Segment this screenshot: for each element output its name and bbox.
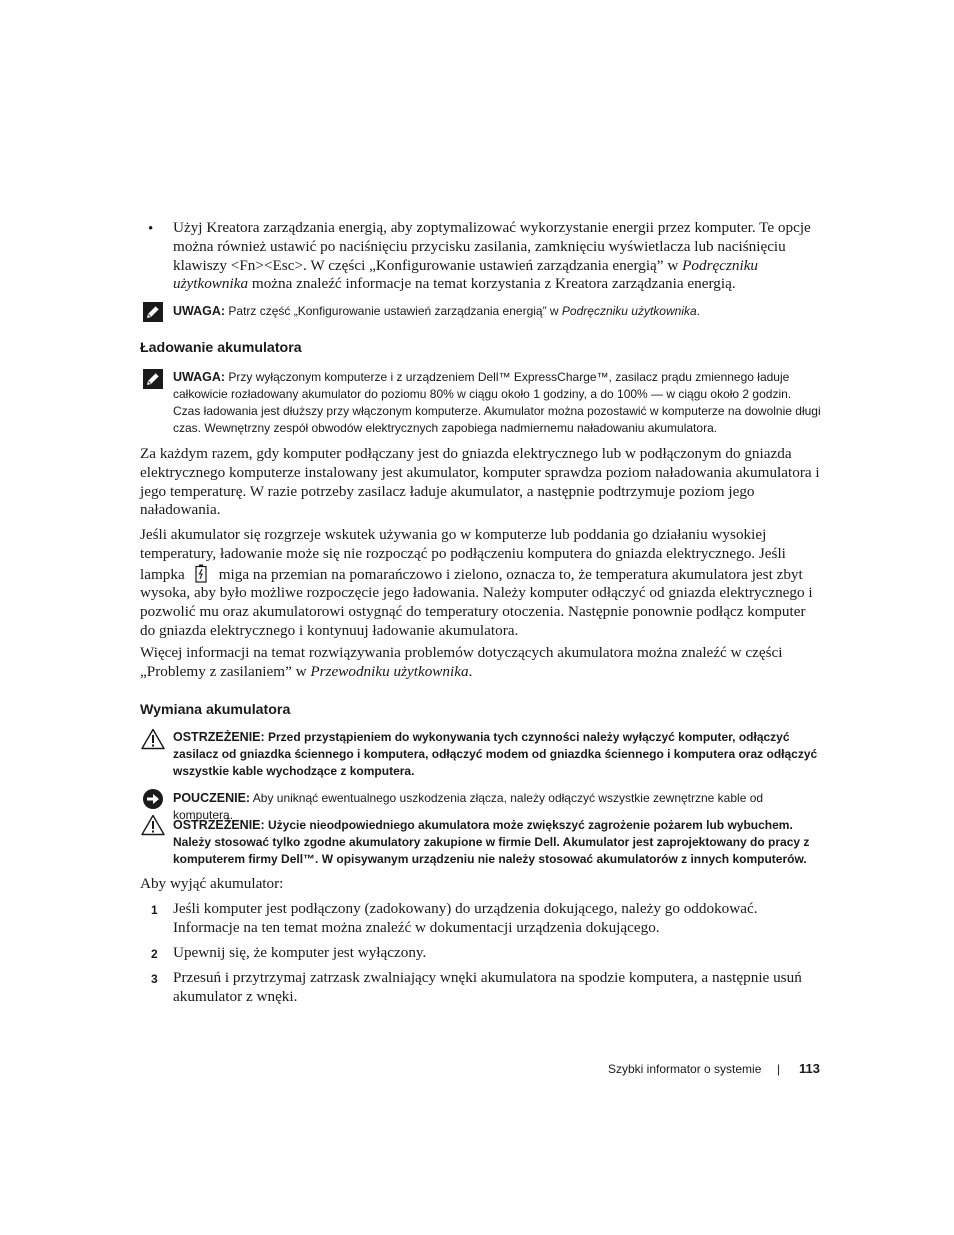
bullet-paragraph: Użyj Kreatora zarządzania energią, aby zoptymalizować wykorzystanie energii przez komputer. Te opcje można również ustawić po naciśnięciu przycisku zasilania, zamknięciu wyświetlacza lub naciśnięciu klawiszy <Fn><Esc>. W części „Konfigurowanie ustawień zarządzania energią” w Podręczniku użytkownika można znaleźć informacje na temat korzystania z Kreatora zarządzania energią. (173, 219, 811, 293)
intro-text: Aby wyjąć akumulator: (140, 875, 284, 892)
page-number: 113 (799, 1061, 820, 1076)
note-1: UWAGA: Patrz część „Konfigurowanie ustawień zarządzania energią” w Podręczniku użytkownika. (173, 304, 700, 318)
step-number: 1 (151, 903, 158, 917)
footer-separator: | (777, 1062, 781, 1076)
section-heading-replacing: Wymiana akumulatora (140, 702, 291, 718)
note-pencil-icon (143, 369, 163, 389)
battery-status-icon (195, 564, 207, 583)
note-charging: UWAGA: Przy wyłączonym komputerze i z urządzeniem Dell™ ExpressCharge™, zasilacz prądu zmiennego ładuje całkowicie rozładowany akumulator do poziomu 80% w ciągu około 1 godziny, a do 100% — w ciągu około 2 godzin. Czas ładowania jest dłuższy przy włączonym komputerze. Akumulator można pozostawić w komputerze na dowolnie długi czas. Wewnętrzny zespół obwodów elektrycznych zapobiega nadmiernemu naładowaniu akumulatora. (173, 370, 821, 435)
notice: POUCZENIE: Aby uniknąć ewentualnego uszkodzenia złącza, należy odłączyć wszystkie zewnętrzne kable od komputera. (173, 791, 764, 822)
paragraph-charging-3: Więcej informacji na temat rozwiązywania problemów dotyczących akumulatora można znaleźć w części „Problemy z zasilaniem” w Przewodniku użytkownika. (140, 644, 783, 680)
warning-2: OSTRZEŻENIE: Użycie nieodpowiedniego akumulatora może zwiększyć zagrożenie pożarem lub wybuchem. Należy stosować tylko zgodne akumulatory zakupione w firmie Dell. Akumulator jest zaprojektowany do pracy z komputerem firmy Dell™. W opisywanym urządzeniu nie należy stosować akumulatorów z innych komputerów. (173, 818, 810, 866)
footer-title: Szybki informator o systemie (608, 1062, 762, 1076)
paragraph-charging-1: Za każdym razem, gdy komputer podłączany jest do gniazda elektrycznego lub w podłączonym do gniazda elektrycznego komputerze instalowany jest akumulator, komputer sprawdza poziom naładowania akumulatora i jego temperaturę. W razie potrzeby zasilacz ładuje akumulator, a następnie podtrzymuje poziom jego naładowania. (140, 445, 820, 519)
paragraph-charging-2: Jeśli akumulator się rozgrzeje wskutek używania go w komputerze lub poddania go działaniu wysokiej temperatury, ładowanie może się nie rozpocząć po podłączeniu komputera do gniazda elektrycznego. Jeśli lampka miga na przemian na pomarańczowo i zielono, oznacza to, że temperatura akumulatora jest zbyt wysoka, aby było możliwe rozpoczęcie jego ładowania. Należy komputer odłączyć od gniazda elektrycznego i pozwolić mu oraz akumulatorowi ostygnąć do temperatury otoczenia. Następnie ponownie podłącz komputer do gniazda elektrycznego i kontynuuj ładowanie akumulatora. (140, 526, 813, 639)
step-number: 2 (151, 947, 158, 961)
step-text: Jeśli komputer jest podłączony (zadokowany) do urządzenia dokującego, należy go oddokować. Informacje na ten temat można znaleźć w dokumentacji urządzenia dokującego. (173, 900, 758, 936)
warning-1: OSTRZEŻENIE: Przed przystąpieniem do wykonywania tych czynności należy wyłączyć komputer, odłączyć zasilacz od gniazdka ściennego i komputera, odłączyć modem od gniazdka ściennego i komputera oraz odłączyć wszystkie kable wychodzące z komputera. (173, 730, 818, 778)
step-number: 3 (151, 972, 158, 986)
notice-arrow-icon (143, 789, 163, 809)
note-pencil-icon (143, 302, 163, 322)
step-text: Upewnij się, że komputer jest wyłączony. (173, 944, 427, 961)
warning-triangle-icon (141, 728, 165, 750)
section-heading-charging: Ładowanie akumulatora (140, 340, 302, 356)
bullet-symbol: • (148, 221, 154, 237)
warning-triangle-icon (141, 814, 165, 836)
step-text: Przesuń i przytrzymaj zatrzask zwalniający wnęki akumulatora na spodzie komputera, a następnie usuń akumulator z wnęki. (173, 969, 802, 1005)
